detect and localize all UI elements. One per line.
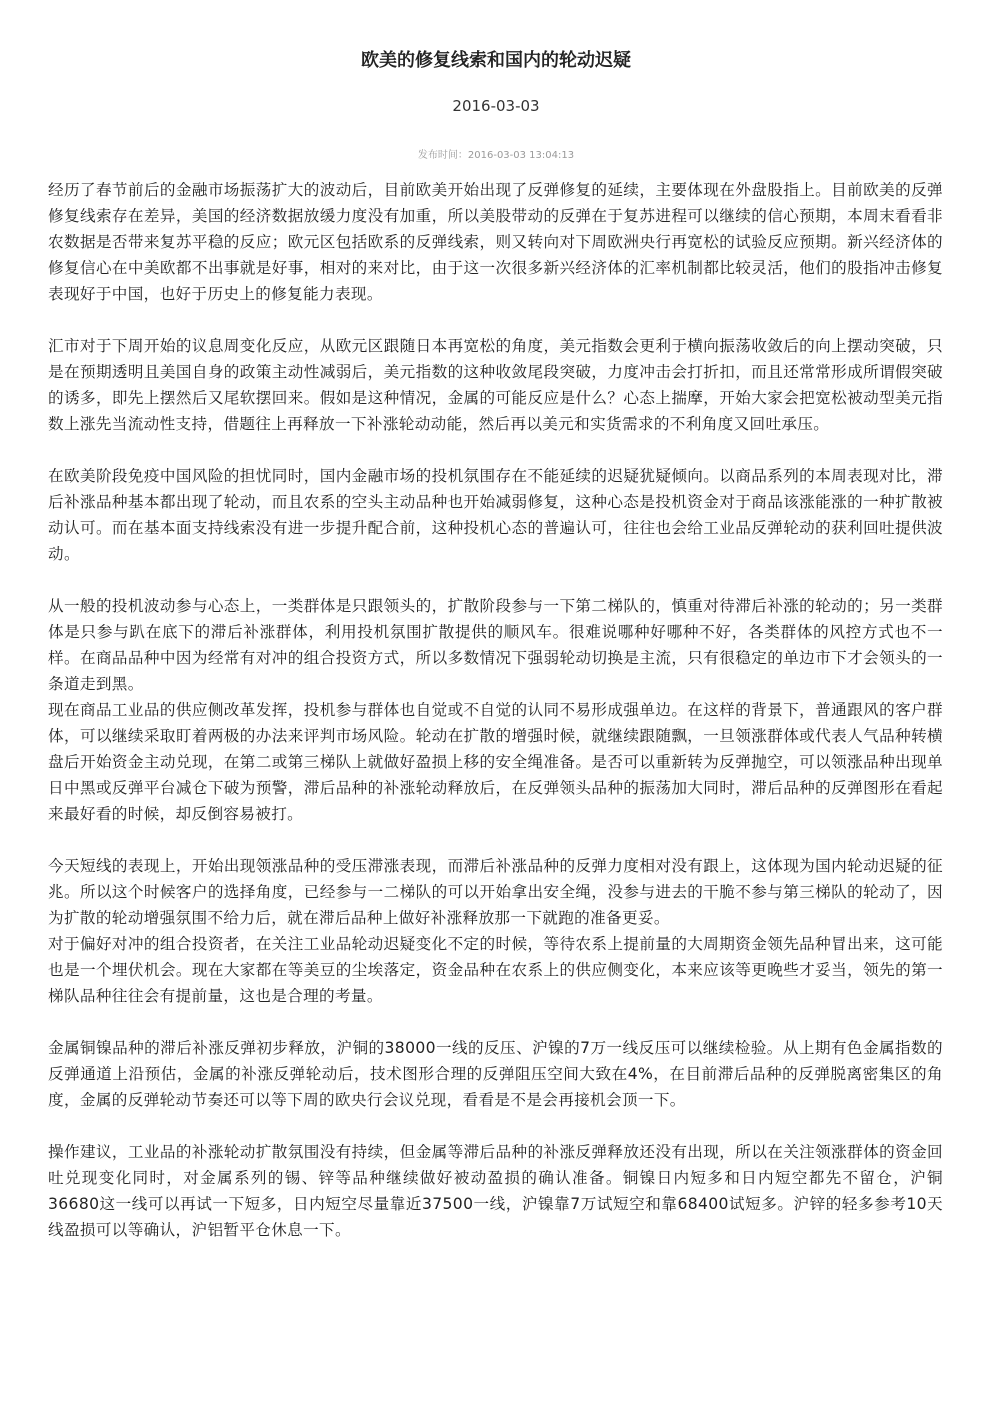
paragraph-1: 经历了春节前后的金融市场振荡扩大的波动后，目前欧美开始出现了反弹修复的延续，主要体现在外盘股指上。目前欧美的反弹修复线索存在差异，美国的经济数据放缓力度没有加重，所以美股带动的反弹在于复苏进程可以继续的信心预期，本周末看看非农数据是否带来复苏平稳的反应；欧元区包括欧系的反弹线索，则又转向对下周欧洲央行再宽松的试验反应预期。新兴经济体的修复信心在中美欧都不出事就是好事，相对的来对比，由于这一次很多新兴经济体的汇率机制都比较灵活，他们的股指冲击修复表现好于中国，也好于历史上的修复能力表现。 [48, 181, 943, 303]
paragraph-4: 从一般的投机波动参与心态上，一类群体是只跟领头的，扩散阶段参与一下第二梯队的，慎重对待滞后补涨的轮动的；另一类群体是只参与趴在底下的滞后补涨群体，利用投机氛围扩散提供的顺风车。很难说哪种好哪种不好，各类群体的风控方式也不一样。在商品品种中因为经常有对冲的组合投资方式，所以多数情况下强弱轮动切换是主流，只有很稳定的单边市下才会领头的一条道走到黑。 [48, 597, 943, 693]
article-date: 2016-03-03 [452, 97, 540, 115]
article-body [48, 177, 943, 1243]
paragraph-2: 汇市对于下周开始的议息周变化反应，从欧元区跟随日本再宽松的角度，美元指数会更利于横向振荡收敛后的向上摆动突破，只是在预期透明且美国自身的政策主动性减弱后，美元指数的这种收敛尾段突破，力度冲击会打折扣，而且还常常形成所谓假突破的诱多，即先上摆然后又尾软摆回来。假如是这种情况，金属的可能反应是什么？心态上揣摩，开始大家会把宽松被动型美元指数上涨先当流动性支持，借题往上再释放一下补涨轮动动能，然后再以美元和实货需求的不利角度又回吐承压。 [48, 337, 943, 433]
publish-time: 发布时间：2016-03-03 13:04:13 [417, 150, 575, 161]
paragraph-5: 现在商品工业品的供应侧改革发挥，投机参与群体也自觉或不自觉的认同不易形成强单边。在这样的背景下，普通跟风的客户群体，可以继续采取盯着两极的办法来评判市场风险。轮动在扩散的增强时候，就继续跟随飘，一旦领涨群体或代表人气品种转横盘后开始资金主动兑现，在第二或第三梯队上就做好盈损上移的安全绳准备。是否可以重新转为反弹抛空，可以领涨品种出现单日中黑或反弹平台减仓下破为预警，滞后品种的补涨轮动释放后，在反弹领头品种的振荡加大同时，滞后品种的反弹图形在看起来最好看的时候，却反倒容易被打。 [48, 701, 943, 823]
paragraph-7: 对于偏好对冲的组合投资者，在关注工业品轮动迟疑变化不定的时候，等待农系上提前量的大周期资金领先品种冒出来，这可能也是一个埋伏机会。现在大家都在等美豆的尘埃落定，资金品种在农系上的供应侧变化，本来应该等更晚些才妥当，领先的第一梯队品种往往会有提前量，这也是合理的考量。 [48, 935, 943, 1005]
paragraph-6: 今天短线的表现上，开始出现领涨品种的受压滞涨表现，而滞后补涨品种的反弹力度相对没有跟上，这体现为国内轮动迟疑的征兆。所以这个时候客户的选择角度，已经参与一二梯队的可以开始拿出安全绳，没参与进去的干脆不参与第三梯队的轮动了，因为扩散的轮动增强氛围不给力后，就在滞后品种上做好补涨释放那一下就跑的准备更妥。 [48, 857, 943, 927]
article-title: 欧美的修复线索和国内的轮动迟疑 [361, 50, 631, 71]
paragraph-9: 操作建议，工业品的补涨轮动扩散氛围没有持续，但金属等滞后品种的补涨反弹释放还没有出现，所以在关注领涨群体的资金回吐兑现变化同时，对金属系列的锡、锌等品种继续做好被动盈损的确认准备。铜镍日内短多和日内短空都先不留仓，沪铜36680这一线可以再试一下短多，日内短空尽量靠近37500一线，沪镍靠7万试短空和靠68400试短多。沪锌的轻多参考10天线盈损可以等确认，沪铝暂平仓休息一下。 [48, 1143, 943, 1239]
paragraph-8: 金属铜镍品种的滞后补涨反弹初步释放，沪铜的38000一线的反压、沪镍的7万一线反压可以继续检验。从上期有色金属指数的反弹通道上沿预估，金属的补涨反弹轮动后，技术图形合理的反弹阻压空间大致在4%，在目前滞后品种的反弹脱离密集区的角度，金属的反弹轮动节奏还可以等下周的欧央行会议兑现，看看是不是会再接机会顶一下。 [48, 1039, 943, 1109]
paragraph-3: 在欧美阶段免疫中国风险的担忧同时，国内金融市场的投机氛围存在不能延续的迟疑犹疑倾向。以商品系列的本周表现对比，滞后补涨品种基本都出现了轮动，而且农系的空头主动品种也开始减弱修复，这种心态是投机资金对于商品该涨能涨的一种扩散被动认可。而在基本面支持线索没有进一步提升配合前，这种投机心态的普遍认可，往往也会给工业品反弹轮动的获利回吐提供波动。 [48, 467, 943, 563]
